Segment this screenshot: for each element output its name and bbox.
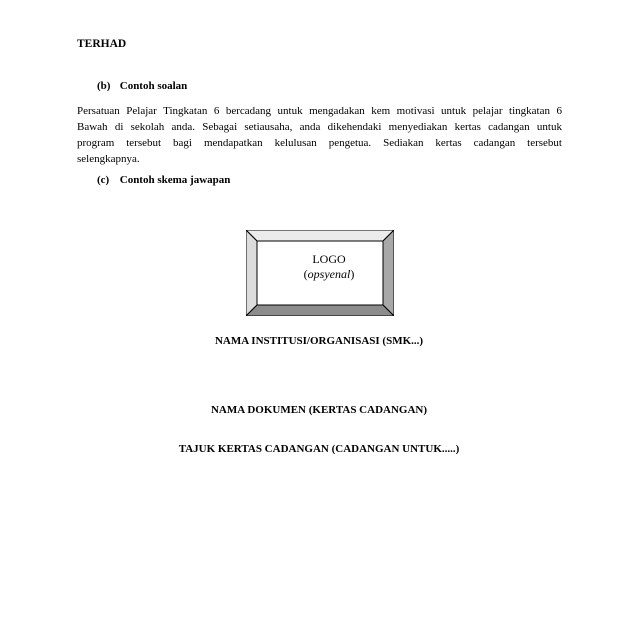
section-c-title: Contoh skema jawapan [119, 174, 231, 186]
paren-open: ( [303, 267, 308, 281]
section-b-heading [97, 80, 187, 92]
section-b-title: Contoh soalan [119, 80, 188, 92]
logo-title: LOGO [312, 252, 346, 266]
paragraph-line: Bawah di sekolah anda. Sebagai setiausaha, anda dikehendaki menyediakan kertas cadangan untuk [77, 121, 562, 133]
section-c-heading [97, 174, 230, 186]
paragraph-line: selengkapnya. [77, 153, 140, 165]
section-c-number: (c) [97, 174, 110, 186]
paren-close: ) [350, 267, 355, 281]
question-paragraph [77, 103, 562, 167]
paragraph-line: Persatuan Pelajar Tingkatan 6 bercadang untuk mengadakan kem motivasi untuk pelajar tingkatan 6 [77, 105, 562, 117]
logo-text [246, 252, 412, 282]
paragraph-line: program tersebut bagi mendapatkan kelulusan pengetua. Sediakan kertas cadangan tersebut [77, 137, 562, 149]
proposal-title: TAJUK KERTAS CADANGAN (CADANGAN UNTUK.....) [178, 443, 460, 455]
organization-name: NAMA INSTITUSI/ORGANISASI (SMK...) [214, 335, 424, 347]
section-b-number: (b) [97, 80, 111, 92]
logo-subtitle: opsyenal [307, 267, 351, 281]
document-name: NAMA DOKUMEN (KERTAS CADANGAN) [210, 404, 428, 416]
logo-subtitle-line [246, 267, 412, 282]
restricted-label: TERHAD [77, 38, 127, 50]
